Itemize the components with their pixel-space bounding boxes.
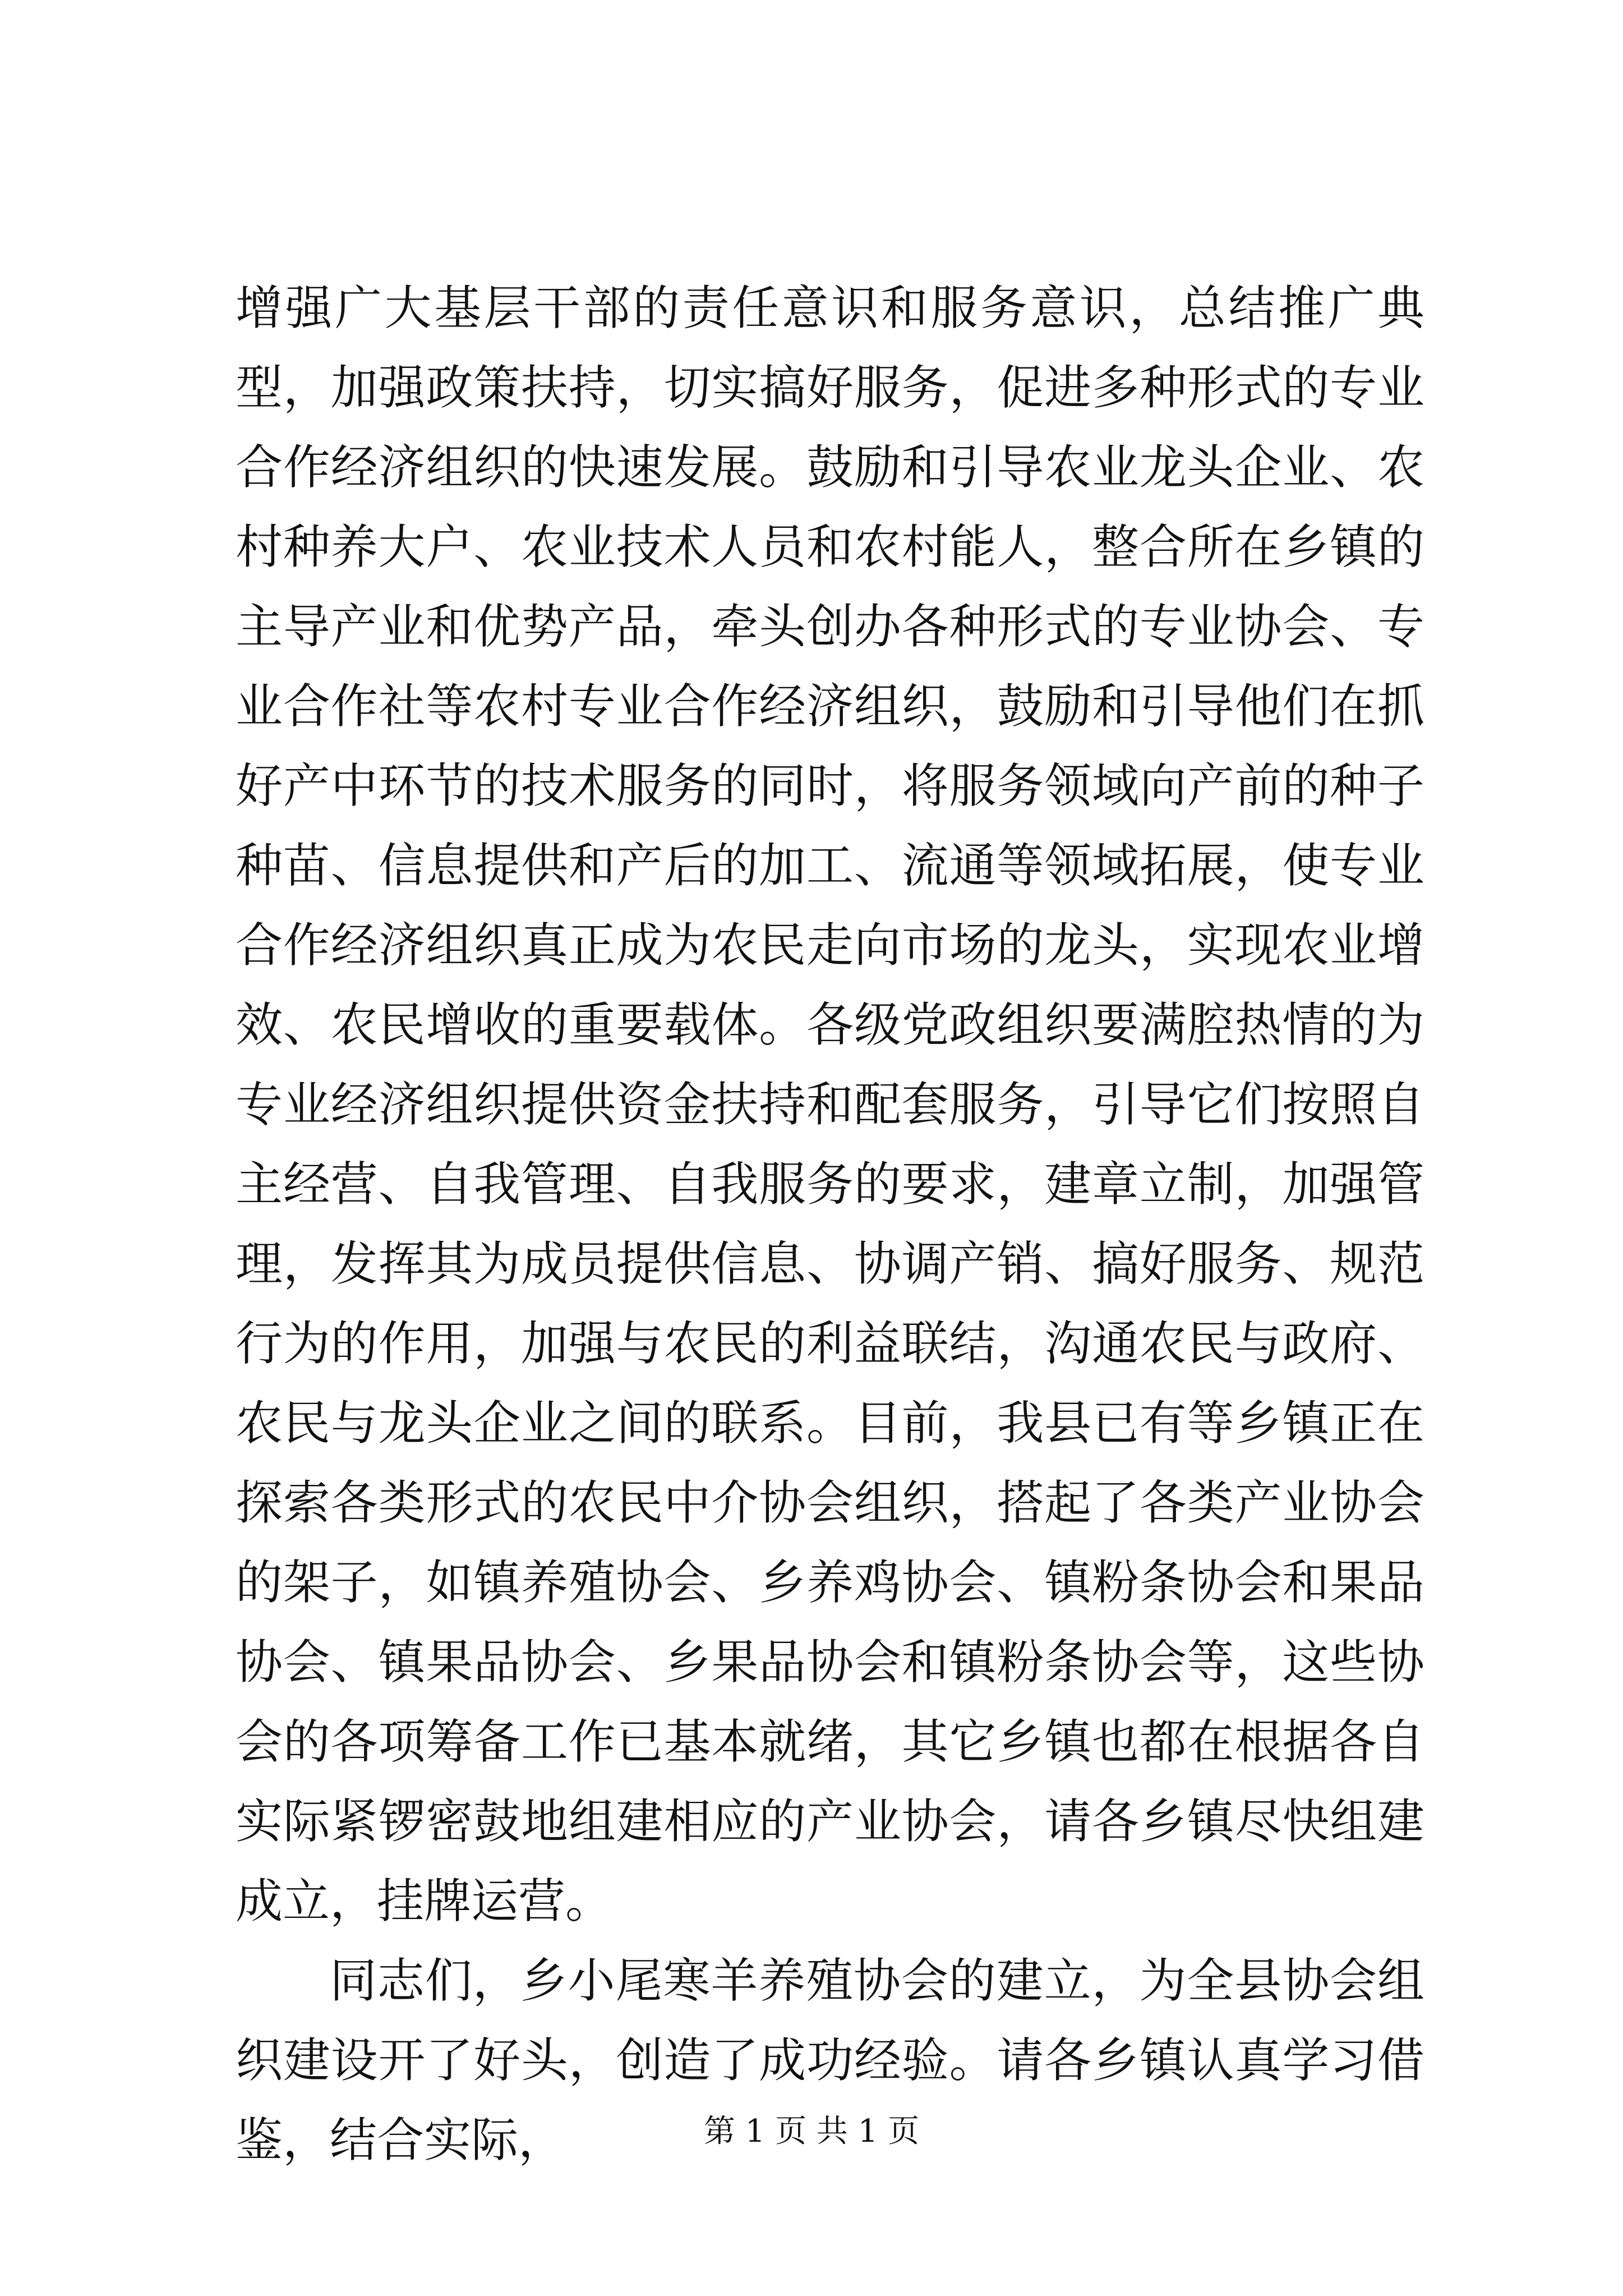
document-body xyxy=(236,268,1424,2180)
paragraph-2: 同志们，乡小尾寒羊养殖协会的建立，为全县协会组织建设开了好头，创造了成功经验。请各乡镇认真学习借鉴，结合实际， xyxy=(236,1953,1424,2168)
paragraph-1: 增强广大基层干部的责任意识和服务意识，总结推广典型，加强政策扶持，切实搞好服务，促进多种形式的专业合作经济组织的快速发展。鼓励和引导农业龙头企业、农村种养大户、农业技术人员和农村能人，整合所在乡镇的主导产业和优势产品，牵头创办各种形式的专业协会、专业合作社等农村专业合作经济组织，鼓励和引导他们在抓好产中环节的技术服务的同时，将服务领域向产前的种子种苗、信息提供和产后的加工、流通等领域拓展，使专业合作经济组织真正成为农民走向市场的龙头，实现农业增效、农民增收的重要载体。各级党政组织要满腔热情的为专业经济组织提供资金扶持和配套服务，引导它们按照自主经营、自我管理、自我服务的要求，建章立制，加强管理，发挥其为成员提供信息、协调产销、搞好服务、规范行为的作用，加强与农民的利益联结，沟通农民与政府、农民与龙头企业之间的联系。目前，我县已有等乡镇正在探索各类形式的农民中介协会组织，搭起了各类产业协会的架子，如镇养殖协会、乡养鸡协会、镇粉条协会和果品协会、镇果品协会、乡果品协会和镇粉条协会等，这些协会的各项筹备工作已基本就绪，其它乡镇也都在根据各自实际紧锣密鼓地组建相应的产业协会，请各乡镇尽快组建成立，挂牌运营。 xyxy=(236,280,1424,1929)
page-footer: 第 1 页 共 1 页 xyxy=(703,2113,920,2150)
